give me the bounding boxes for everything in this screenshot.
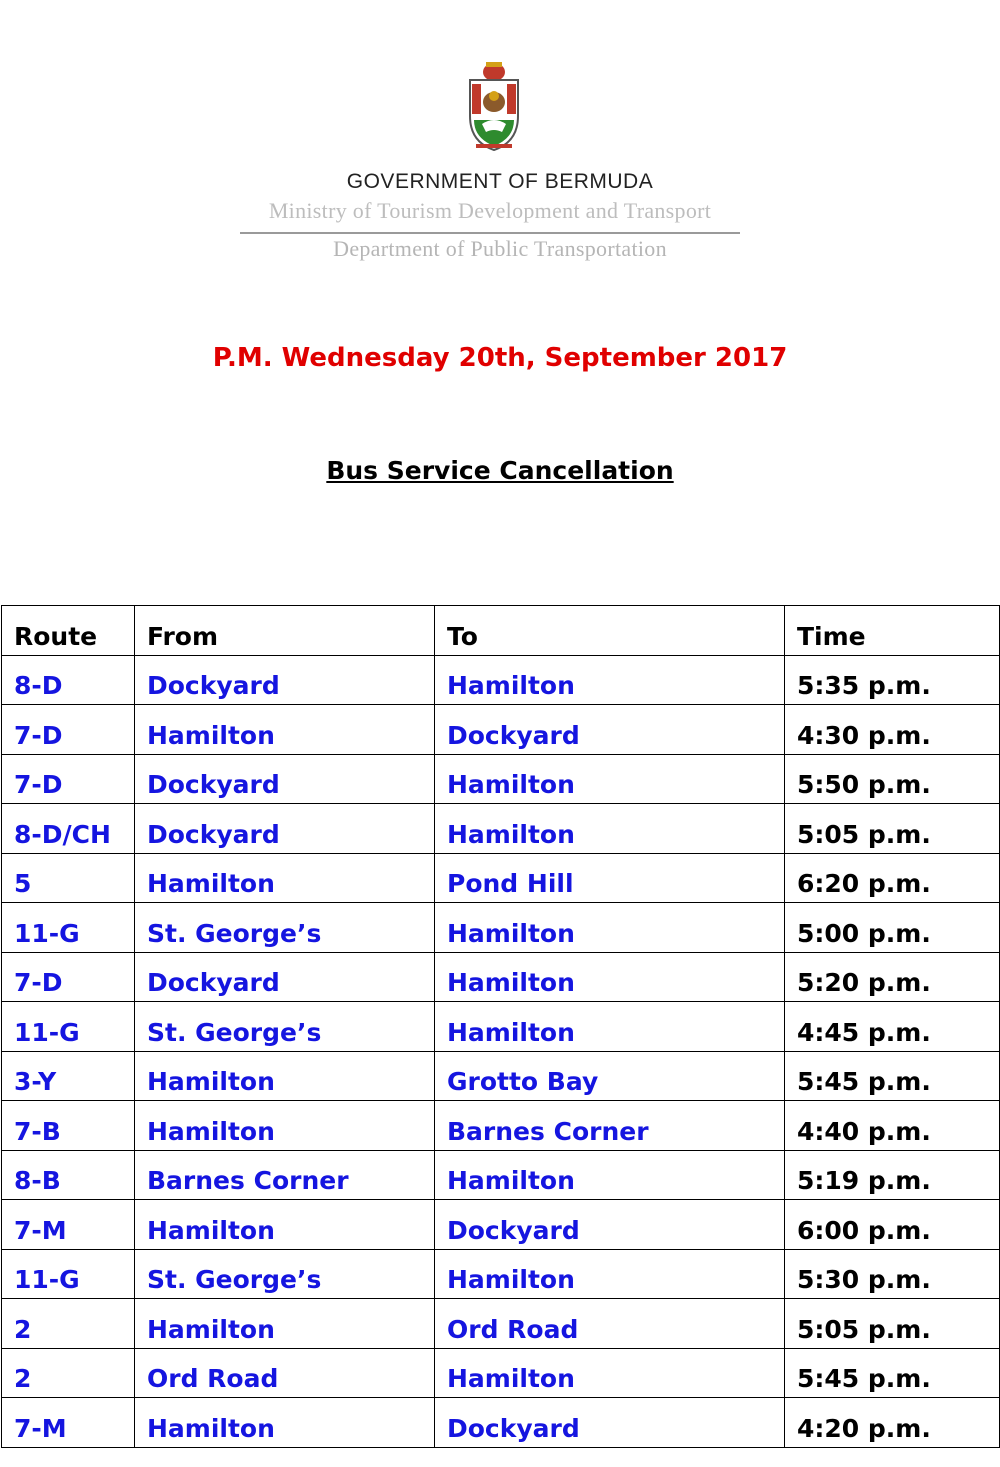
from-cell: Ord Road [135, 1348, 435, 1398]
notice-date: P.M. Wednesday 20th, September 2017 [212, 343, 788, 373]
from-cell: St. George’s [135, 1002, 435, 1052]
to-cell: Hamilton [435, 804, 785, 854]
ministry-heading: Ministry of Tourism Development and Transport [240, 196, 740, 234]
to-cell: Hamilton [435, 655, 785, 705]
from-cell: Hamilton [135, 705, 435, 755]
route-cell: 8-B [2, 1150, 135, 1200]
cancellation-table [1, 605, 1000, 1448]
table-row [2, 804, 1000, 854]
column-header-route: Route [2, 606, 135, 656]
from-cell: St. George’s [135, 1249, 435, 1299]
to-cell: Dockyard [435, 1200, 785, 1250]
table-header-row [2, 606, 1000, 656]
coat-of-arms-icon [462, 58, 526, 154]
from-cell: Barnes Corner [135, 1150, 435, 1200]
to-cell: Pond Hill [435, 853, 785, 903]
to-cell: Hamilton [435, 952, 785, 1002]
route-cell: 2 [2, 1348, 135, 1398]
from-cell: Hamilton [135, 1299, 435, 1349]
route-cell: 11-G [2, 1249, 135, 1299]
to-cell: Dockyard [435, 705, 785, 755]
time-cell: 5:20 p.m. [785, 952, 1000, 1002]
time-cell: 5:05 p.m. [785, 804, 1000, 854]
table-row [2, 1200, 1000, 1250]
route-cell: 7-D [2, 705, 135, 755]
to-cell: Dockyard [435, 1398, 785, 1448]
time-cell: 5:50 p.m. [785, 754, 1000, 804]
to-cell: Barnes Corner [435, 1101, 785, 1151]
notice-title: Bus Service Cancellation [326, 456, 674, 485]
route-cell: 2 [2, 1299, 135, 1349]
route-cell: 5 [2, 853, 135, 903]
time-cell: 6:20 p.m. [785, 853, 1000, 903]
table-row [2, 754, 1000, 804]
time-cell: 4:45 p.m. [785, 1002, 1000, 1052]
column-header-from: From [135, 606, 435, 656]
table-row [2, 1398, 1000, 1448]
from-cell: Dockyard [135, 952, 435, 1002]
route-cell: 8-D/CH [2, 804, 135, 854]
time-cell: 4:30 p.m. [785, 705, 1000, 755]
from-cell: Hamilton [135, 1101, 435, 1151]
time-cell: 5:30 p.m. [785, 1249, 1000, 1299]
table-row [2, 853, 1000, 903]
table-row [2, 1249, 1000, 1299]
time-cell: 6:00 p.m. [785, 1200, 1000, 1250]
government-heading: GOVERNMENT OF BERMUDA [346, 170, 654, 193]
from-cell: Hamilton [135, 1200, 435, 1250]
table-row [2, 1348, 1000, 1398]
from-cell: Dockyard [135, 804, 435, 854]
table-row [2, 1150, 1000, 1200]
time-cell: 5:35 p.m. [785, 655, 1000, 705]
from-cell: Dockyard [135, 754, 435, 804]
table-row [2, 1101, 1000, 1151]
route-cell: 3-Y [2, 1051, 135, 1101]
route-cell: 7-D [2, 952, 135, 1002]
from-cell: Hamilton [135, 1398, 435, 1448]
from-cell: Hamilton [135, 853, 435, 903]
department-heading: Department of Public Transportation [333, 236, 667, 261]
column-header-to: To [435, 606, 785, 656]
time-cell: 5:05 p.m. [785, 1299, 1000, 1349]
route-cell: 7-M [2, 1200, 135, 1250]
table-row [2, 655, 1000, 705]
route-cell: 11-G [2, 1002, 135, 1052]
time-cell: 5:19 p.m. [785, 1150, 1000, 1200]
from-cell: Hamilton [135, 1051, 435, 1101]
to-cell: Hamilton [435, 1002, 785, 1052]
time-cell: 4:40 p.m. [785, 1101, 1000, 1151]
to-cell: Hamilton [435, 754, 785, 804]
to-cell: Ord Road [435, 1299, 785, 1349]
time-cell: 5:00 p.m. [785, 903, 1000, 953]
route-cell: 7-M [2, 1398, 135, 1448]
route-cell: 7-B [2, 1101, 135, 1151]
table-row [2, 952, 1000, 1002]
to-cell: Hamilton [435, 903, 785, 953]
time-cell: 4:20 p.m. [785, 1398, 1000, 1448]
route-cell: 11-G [2, 903, 135, 953]
table-row [2, 1051, 1000, 1101]
table-row [2, 903, 1000, 953]
column-header-time: Time [785, 606, 1000, 656]
from-cell: Dockyard [135, 655, 435, 705]
time-cell: 5:45 p.m. [785, 1348, 1000, 1398]
from-cell: St. George’s [135, 903, 435, 953]
route-cell: 8-D [2, 655, 135, 705]
to-cell: Hamilton [435, 1150, 785, 1200]
table-row [2, 705, 1000, 755]
table-row [2, 1002, 1000, 1052]
route-cell: 7-D [2, 754, 135, 804]
time-cell: 5:45 p.m. [785, 1051, 1000, 1101]
to-cell: Hamilton [435, 1249, 785, 1299]
table-row [2, 1299, 1000, 1349]
to-cell: Grotto Bay [435, 1051, 785, 1101]
to-cell: Hamilton [435, 1348, 785, 1398]
